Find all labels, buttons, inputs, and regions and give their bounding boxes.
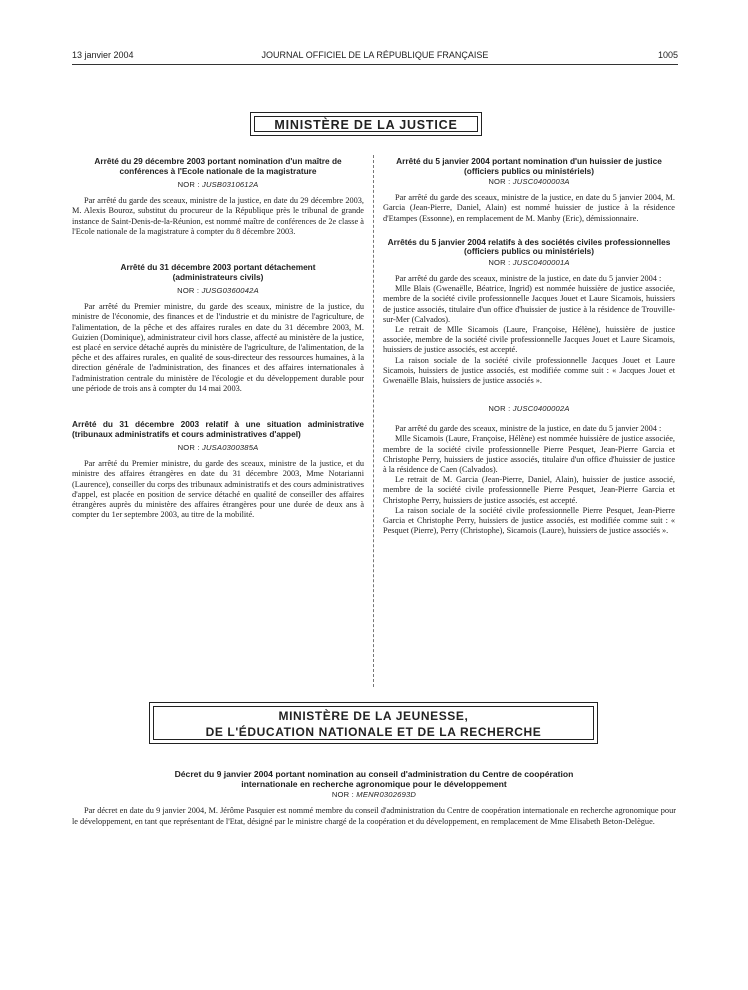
decree-section <box>72 769 676 827</box>
article-title: Arrêtés du 5 janvier 2004 relatifs à des sociétés civiles professionnelles (officiers publics ou ministériels) <box>387 236 671 257</box>
ministry-education-line2: DE L'ÉDUCATION NATIONALE ET DE LA RECHERCHE <box>205 725 542 739</box>
ministry-justice-title: MINISTÈRE DE LA JUSTICE <box>254 116 478 132</box>
nor-reference: NOR : JUSC0400001A <box>488 257 570 267</box>
article-title: Arrêté du 31 décembre 2003 portant détachement (administrateurs civils) <box>120 262 316 282</box>
article-paragraph: La raison sociale de la société civile professionnelle Pierre Pesquet, Jean-Pierre Garcia et Christophe Perry, huissiers de justice associés, est modifiée comme suit : « Pesquet (Pierre), Perry (Christophe), Sicamois (Laure), huissiers de justice associés ». <box>383 505 675 536</box>
ministry-justice-box <box>250 112 482 136</box>
article-paragraph: Par arrêté du garde des sceaux, ministre de la justice, en date du 5 janvier 2004 : <box>395 273 662 283</box>
nor-reference: NOR : JUSC0400002A <box>488 404 570 414</box>
nor-code: JUSA0300385A <box>201 443 259 453</box>
article-paragraph: Le retrait de Mlle Sicamois (Laure, Françoise, Hélène), huissière de justice associée, membre de la société civile professionnelle Jacques Jouet et Laure Sicamois, huissiers de justice associés, est accepté. <box>383 325 675 355</box>
page-number: 1005 <box>657 50 678 60</box>
nor-reference: NOR : JUSC0400003A <box>488 177 570 187</box>
nor-reference: NOR : JUSA0300385A <box>177 443 259 453</box>
nor-code: JUSC0400001A <box>512 257 570 267</box>
article-paragraph: Par arrêté du garde des sceaux, ministre de la justice, en date du 5 janvier 2004, M. Garcia (Jean-Pierre, Daniel, Alain) est nommé huissier de justice à la résidence d'Etampes (Essonne), en remplacement de M. Manby (Eric), démissionnaire. <box>383 193 675 223</box>
article-paragraph: Par arrêté du garde des sceaux, ministre de la justice, en date du 5 janvier 2004 : <box>395 424 662 434</box>
ministry-education-line1: MINISTÈRE DE LA JEUNESSE, <box>278 709 469 723</box>
article-paragraph: Le retrait de M. Garcia (Jean-Pierre, Daniel, Alain), huissier de justice associé, membre de la société civile professionnelle Pierre Pesquet, Jean-Pierre Garcia et Christophe Perry, huissiers de justice associés, est accepté. <box>383 475 675 505</box>
article-paragraph: Par arrêté du Premier ministre, du garde des sceaux, ministre de la justice, et du ministre des affaires étrangères en date du 31 décembre 2003, Mme Notarianni (Laurence), conseiller du corps des tribunaux administratifs et des cours administratives d'appel, est placée en position de service détaché en qualité de conseiller des affaires étrangères auprès du ministère des affaires étrangères pour une durée de deux ans à compter du 1er septembre 2003, au titre de la mobilité. <box>72 459 364 520</box>
article-maitre-conferences <box>72 157 364 176</box>
article-paragraph: Mlle Blais (Gwenaëlle, Béatrice, Ingrid) est nommée huissière de justice associée, membre de la société civile professionnelle Jacques Jouet et Laure Sicamois, huissiers de justice associés, titulaire d'un office d'huissier de justice à la résidence de Trouville-sur-Mer (Calvados). <box>383 284 675 324</box>
article-title: Arrêté du 31 décembre 2003 relatif à une situation administrative (tribunaux administratifs et cours administratives d'appel) <box>72 419 364 439</box>
nor-code: JUSB0310612A <box>201 180 259 190</box>
running-header <box>72 50 678 62</box>
ministry-education-box <box>149 702 598 744</box>
article-title: Arrêté du 5 janvier 2004 portant nomination d'un huissier de justice (officiers publics ou ministériels) <box>396 156 662 176</box>
issue-date: 13 janvier 2004 <box>72 50 134 60</box>
nor-code: JUSG0360042A <box>201 286 259 296</box>
article-title: Arrêté du 29 décembre 2003 portant nomination d'un maître de conférences à l'Ecole nationale de la magistrature <box>94 156 342 176</box>
left-column <box>72 157 364 520</box>
right-column <box>383 157 675 536</box>
nor-reference: NOR : JUSB0310612A <box>177 180 259 190</box>
nor-reference: NOR : JUSG0360042A <box>177 286 259 296</box>
nor-code: JUSC0400002A <box>512 404 570 414</box>
ministry-education-title <box>153 706 594 740</box>
article-paragraph: La raison sociale de la société civile professionnelle Jacques Jouet et Laure Sicamois, huissiers de justice associés, est modifiée comme suit : « Jacques Jouet et Gwenaëlle Blais, huissiers de justice associés ». <box>383 355 675 386</box>
article-paragraph: Par arrêté du Premier ministre, du garde des sceaux, ministre de la justice, du ministre de l'économie, des finances et de l'industrie et du ministre de l'agriculture, de l'alimentation, de la pêche et des affaires rurales en date du 31 décembre 2003, M. Guizien (Dominique), administrateur civil hors classe, affecté au ministère de la justice, est placé en service détaché auprès du ministère de l'agriculture, de l'alimentation, de la pêche et des affaires rurales, en qualité de sous-directeur des ressources humaines, à la direction générale de l'administration, des finances et des affaires internationales à l'administration centrale du ministère de l'écologie et du développement durable pour une période de trois ans à compter du 14 mai 2003. <box>72 302 364 393</box>
journal-title: JOURNAL OFFICIEL DE LA RÉPUBLIQUE FRANÇAISE <box>261 50 489 60</box>
article-paragraph: Par arrêté du garde des sceaux, ministre de la justice, en date du 29 décembre 2003, M. Alexis Bouroz, substitut du procureur de la République près le tribunal de grande instance de Saint-Denis-de-la-Réunion, est nommé maître de conférences de 2e classe à l'Ecole nationale de la magistrature à compter du 8 décembre 2003. <box>72 196 364 236</box>
nor-code: MENR0302693D <box>356 790 417 800</box>
nor-code: JUSC0400003A <box>512 177 570 187</box>
header-rule <box>72 64 678 65</box>
decree-title: Décret du 9 janvier 2004 portant nomination au conseil d'administration du Centre de coopération internationale en recherche agronomique pour le développement <box>174 769 574 790</box>
column-divider <box>373 155 374 687</box>
decree-paragraph: Par décret en date du 9 janvier 2004, M. Jérôme Pasquier est nommé membre du conseil d'administration du Centre de coopération internationale en recherche agronomique pour le développement, en tant que représentant de l'Etat, désigné par le ministre chargé de la coopération et du développement, en remplacement de Mme Elisabeth Beton-Delègue. <box>72 806 676 826</box>
article-paragraph: Mlle Sicamois (Laure, Françoise, Hélène) est nommée huissière de justice associée, membre de la société civile professionnelle Pierre Pesquet, Jean-Pierre Garcia et Christophe Perry, huissiers de justice associés, titulaire d'un office d'huissier de justice à la résidence de Caen (Calvados). <box>383 434 675 475</box>
nor-reference: NOR : MENR0302693D <box>331 790 417 800</box>
